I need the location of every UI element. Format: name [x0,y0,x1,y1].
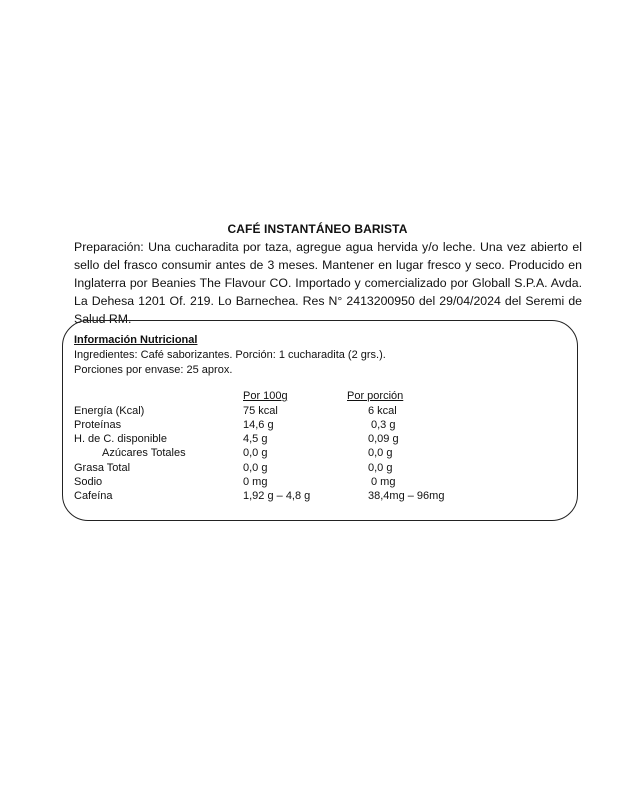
nutrient-per-100g: 14,6 g [243,419,274,431]
nutrient-label: Sodio [74,476,103,488]
nutrient-per-100g: 4,5 g [243,433,268,445]
nutrient-per-100g: 1,92 g – 4,8 g [243,490,311,502]
nutrient-per-100g: 0,0 g [243,462,268,474]
nutrition-title: Información Nutricional [74,334,198,346]
column-header-per-100g: Por 100g [243,390,288,402]
nutrient-per-portion: 0,0 g [368,462,393,474]
column-header-per-portion: Por porción [347,390,404,402]
ingredients-text: Ingredientes: Café saborizantes. Porción: 1 cucharadita (2 grs.). [74,349,386,361]
nutrient-per-portion: 0,0 g [368,447,393,459]
nutrient-per-portion: 0,09 g [368,433,399,445]
product-title: CAFÉ INSTANTÁNEO BARISTA [227,222,408,236]
nutrient-per-100g: 75 kcal [243,405,278,417]
nutrient-per-100g: 0 mg [243,476,268,488]
nutrient-label: Azúcares Totales [102,447,186,459]
nutrient-label: H. de C. disponible [74,433,167,445]
nutrient-per-portion: 38,4mg – 96mg [368,490,445,502]
nutrient-label: Proteínas [74,419,122,431]
nutrient-per-100g: 0,0 g [243,447,268,459]
nutrient-label: Energía (Kcal) [74,405,145,417]
nutrient-per-portion: 6 kcal [368,405,397,417]
preparation-text: Preparación: Una cucharadita por taza, agregue agua hervida y/o leche. Una vez abierto el sello del frasco consumir antes de 3 meses. Mantener en lugar fresco y seco. Producido en Inglaterra por Beanies The Flavour CO. Importado y comercializado por Globall S.P.A. Avda. La Dehesa 1201 Of. 219. Lo Barnechea. Res N° 2413200950 del 29/04/2024 del Seremi de Salud RM. [74,240,582,326]
nutrient-label: Cafeína [74,490,113,502]
servings-text: Porciones por envase: 25 aprox. [74,364,233,376]
nutrient-label: Grasa Total [74,462,131,474]
nutrient-per-portion: 0 mg [371,476,396,488]
nutrient-per-portion: 0,3 g [371,419,396,431]
